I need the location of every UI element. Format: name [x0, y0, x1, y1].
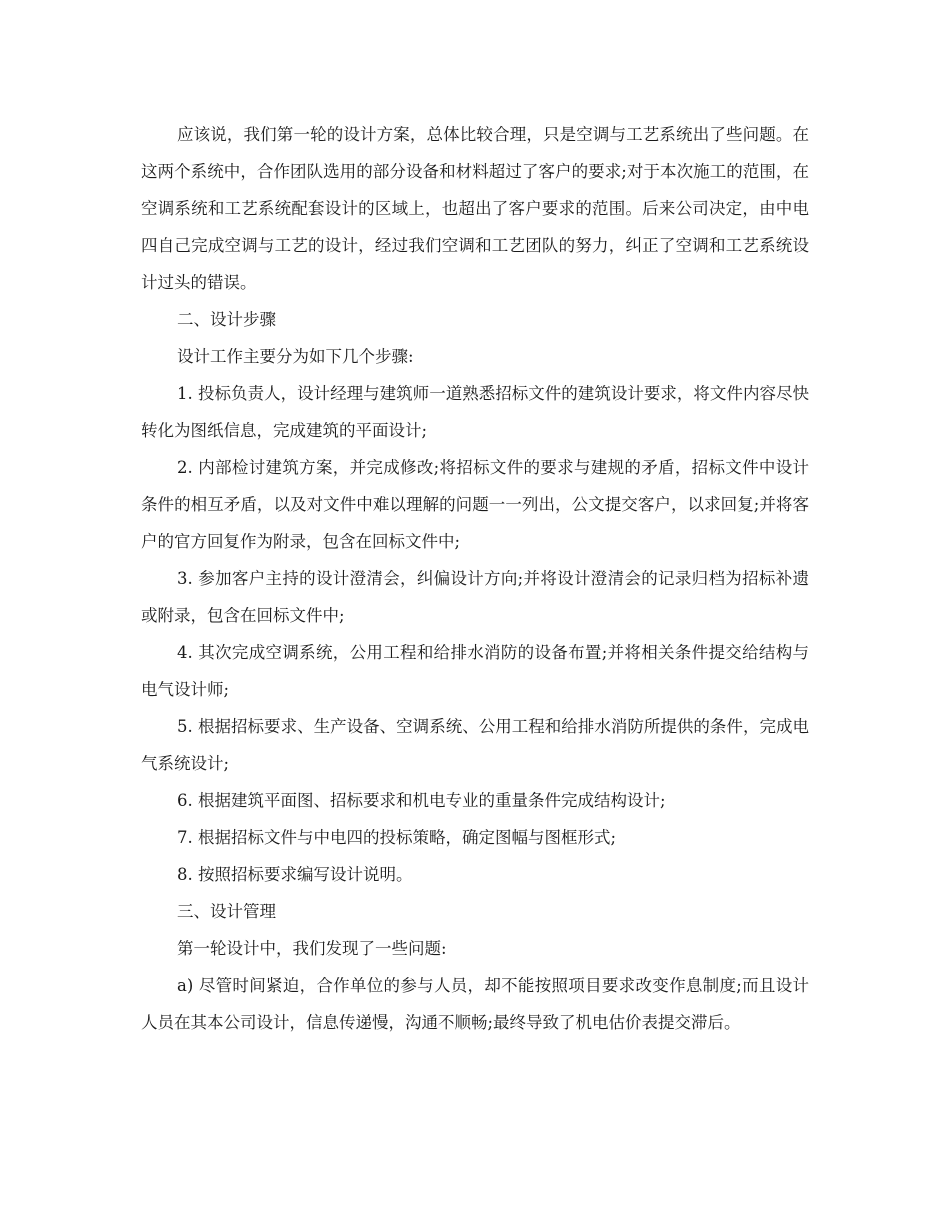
- paragraph-intro: 应该说，我们第一轮的设计方案，总体比较合理，只是空调与工艺系统出了些问题。在这两个系统中，合作团队选用的部分设备和材料超过了客户的要求;对于本次施工的范围，在空调系统和工艺系统配套设计的区域上，也超出了客户要求的范围。后来公司决定，由中电四自己完成空调与工艺的设计，经过我们空调和工艺团队的努力，纠正了空调和工艺系统设计过头的错误。: [141, 125, 809, 292]
- list-item-step-4: 4. 其次完成空调系统，公用工程和给排水消防的设备布置;并将相关条件提交给结构与电气设计师;: [141, 643, 809, 699]
- section-heading-design-steps: 二、设计步骤: [177, 310, 276, 329]
- list-item-step-8: 8. 按照招标要求编写设计说明。: [177, 865, 413, 884]
- list-item-step-1: 1. 投标负责人，设计经理与建筑师一道熟悉招标文件的建筑设计要求，将文件内容尽快转化为图纸信息，完成建筑的平面设计;: [141, 384, 809, 440]
- section-heading-design-management: 三、设计管理: [177, 902, 276, 921]
- paragraph-steps-intro: 设计工作主要分为如下几个步骤:: [177, 347, 414, 366]
- list-item-step-7: 7. 根据招标文件与中电四的投标策略，确定图幅与图框形式;: [177, 828, 617, 847]
- list-item-issue-a: a) 尽管时间紧迫，合作单位的参与人员，却不能按照项目要求改变作息制度;而且设计人员在其本公司设计，信息传递慢，沟通不顺畅;最终导致了机电估价表提交滞后。: [141, 976, 809, 1032]
- paragraph-management-intro: 第一轮设计中，我们发现了一些问题:: [177, 939, 447, 958]
- list-item-step-6: 6. 根据建筑平面图、招标要求和机电专业的重量条件完成结构设计;: [177, 791, 666, 810]
- list-item-step-2: 2. 内部检讨建筑方案，并完成修改;将招标文件的要求与建规的矛盾，招标文件中设计条件的相互矛盾，以及对文件中难以理解的问题一一列出，公文提交客户，以求回复;并将客户的官方回复作为附录，包含在回标文件中;: [141, 458, 809, 551]
- document-body: [141, 116, 809, 1041]
- list-item-step-5: 5. 根据招标要求、生产设备、空调系统、公用工程和给排水消防所提供的条件，完成电气系统设计;: [141, 717, 809, 773]
- list-item-step-3: 3. 参加客户主持的设计澄清会，纠偏设计方向;并将设计澄清会的记录归档为招标补遗或附录，包含在回标文件中;: [141, 569, 809, 625]
